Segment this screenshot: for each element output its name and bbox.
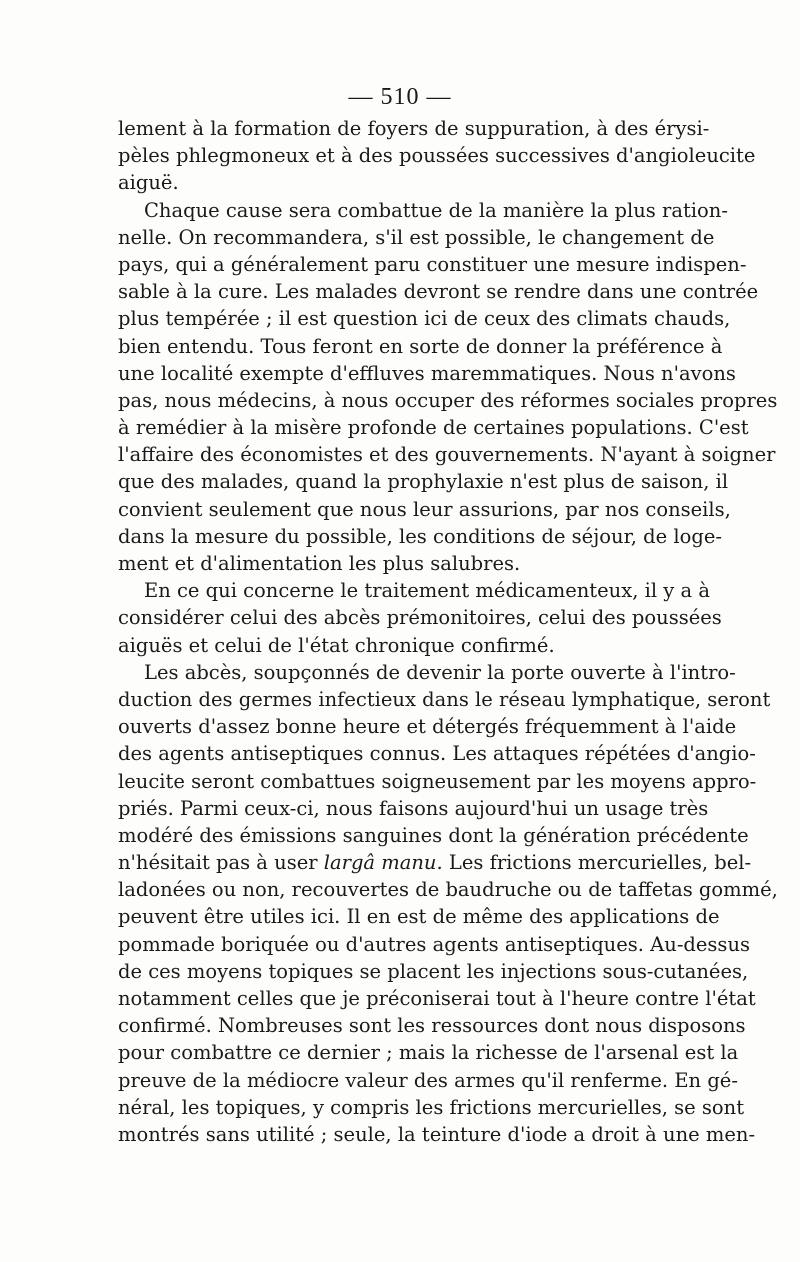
text-line: pas, nous médecins, à nous occuper des réformes sociales propres: [118, 388, 778, 412]
text-line: pays, qui a généralement paru constituer une mesure indispen-: [118, 252, 747, 276]
text-line: une localité exempte d'effluves maremmatiques. Nous n'avons: [118, 361, 736, 385]
text-line: aiguë.: [118, 171, 179, 195]
text-line: sable à la cure. Les malades devront se rendre dans une contrée: [118, 280, 759, 304]
text-line: nelle. On recommandera, s'il est possible, le changement de: [118, 225, 715, 249]
text-line: peuvent être utiles ici. Il en est de même des applications de: [118, 905, 720, 929]
text-line: modéré des émissions sanguines dont la génération précédente: [118, 823, 749, 847]
body-text: [118, 115, 778, 1148]
text-line: confirmé. Nombreuses sont les ressources dont nous disposons: [118, 1014, 746, 1038]
text-line: néral, les topiques, y compris les frictions mercurielles, se sont: [118, 1095, 745, 1119]
text-line: des agents antiseptiques connus. Les attaques répétées d'angio-: [118, 742, 756, 766]
text-line: montrés sans utilité ; seule, la teinture d'iode a droit à une men-: [118, 1122, 756, 1146]
text-line: que des malades, quand la prophylaxie n'est plus de saison, il: [118, 470, 729, 494]
text-line: notamment celles que je préconiserai tout à l'heure contre l'état: [118, 987, 756, 1010]
text-line: n'hésitait pas à user largâ manu. Les frictions mercurielles, bel-: [118, 851, 752, 875]
text-line: preuve de la médiocre valeur des armes qu'il renferme. En gé-: [118, 1068, 738, 1092]
text-line: lement à la formation de foyers de suppuration, à des érysi-: [118, 117, 710, 140]
text-line: pèles phlegmoneux et à des poussées successives d'angioleucite: [118, 144, 756, 168]
text-line: de ces moyens topiques se placent les injections sous-cutanées,: [118, 959, 749, 983]
text-line: convient seulement que nous leur assurions, par nos conseils,: [118, 497, 731, 521]
text-line: à remédier à la misère profonde de certaines populations. C'est: [118, 416, 749, 440]
text-line: l'affaire des économistes et des gouvernements. N'ayant à soigner: [118, 443, 776, 467]
text-line: ladonées ou non, recouvertes de baudruche ou de taffetas gommé,: [118, 878, 778, 902]
text-line: ment et d'alimentation les plus salubres.: [118, 552, 521, 575]
text-line: ouverts d'assez bonne heure et détergés fréquemment à l'aide: [118, 715, 737, 739]
text-line: pommade boriquée ou d'autres agents antiseptiques. Au-dessus: [118, 932, 751, 956]
text-line: Les abcès, soupçonnés de devenir la porte ouverte à l'intro-: [144, 660, 736, 684]
text-line: pour combattre ce dernier ; mais la richesse de l'arsenal est la: [118, 1041, 739, 1065]
text-line: leucite seront combattues soigneusement par les moyens appro-: [118, 769, 757, 793]
text-line: considérer celui des abcès prémonitoires, celui des poussées: [118, 606, 722, 630]
text-line: bien entendu. Tous feront en sorte de donner la préférence à: [118, 334, 723, 358]
italic-phrase: largâ manu.: [323, 851, 443, 875]
text-line: Chaque cause sera combattue de la manière la plus ration-: [144, 198, 728, 222]
text-line: priés. Parmi ceux-ci, nous faisons aujourd'hui un usage très: [118, 796, 709, 820]
text-line: plus tempérée ; il est question ici de ceux des climats chauds,: [118, 307, 731, 331]
text-line: aiguës et celui de l'état chronique confirmé.: [118, 633, 555, 657]
text-line: En ce qui concerne le traitement médicamenteux, il y a à: [144, 579, 710, 603]
text-line: duction des germes infectieux dans le réseau lymphatique, seront: [118, 687, 771, 711]
page-number: — 510 —: [348, 84, 452, 110]
text-line: dans la mesure du possible, les conditions de séjour, de loge-: [118, 524, 722, 548]
